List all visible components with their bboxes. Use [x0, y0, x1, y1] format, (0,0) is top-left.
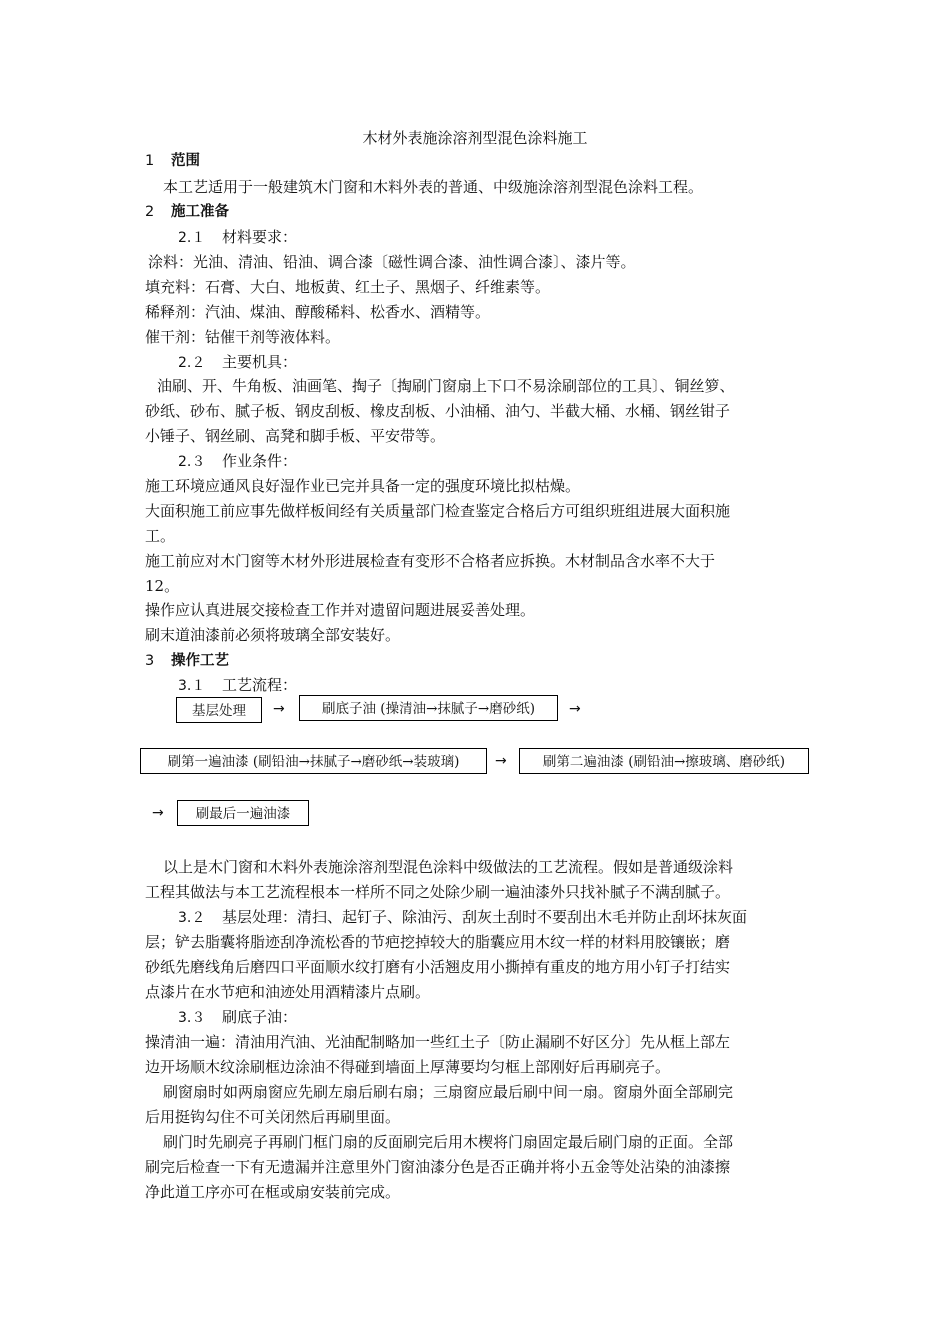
- subsection-number: 2.３: [178, 454, 206, 470]
- subsection-title: 刷底子油：: [222, 1008, 298, 1026]
- subsection-title: 材料要求：: [222, 228, 298, 246]
- flow-arrow: →: [495, 753, 507, 769]
- paragraph: 点漆片在水节疤和油迹处用酒精漆片点刷。: [145, 983, 431, 1001]
- subsection-number: 3.３: [178, 1010, 206, 1026]
- subsection-number: 3.１: [178, 678, 206, 694]
- subsection-title: 工艺流程：: [222, 676, 298, 694]
- paragraph: 净此道工序亦可在框或扇安装前完成。: [145, 1183, 401, 1201]
- subsection-2-1-heading: [178, 227, 297, 248]
- subsection-2-3-heading: [178, 451, 297, 472]
- subsection-3-3-heading: [178, 1007, 297, 1028]
- flow-step-box: 刷最后一遍油漆: [177, 800, 309, 826]
- paragraph: 施工环境应通风良好湿作业已完并具备一定的强度环境比拟枯燥。: [145, 477, 581, 495]
- section-number: 3: [145, 653, 155, 669]
- paragraph: 施工前应对木门窗等木材外形进展检查有变形不合格者应拆换。木材制品含水率不大于: [145, 552, 716, 570]
- section-title: 操作工艺: [171, 653, 229, 669]
- flow-step-box: 刷第一遍油漆 (刷铅油→抹腻子→磨砂纸→装玻璃): [140, 748, 487, 774]
- paragraph: 刷末道油漆前必须将玻璃全部安装好。: [145, 626, 401, 644]
- paragraph: 12。: [145, 577, 180, 595]
- flow-step-box: 刷第二遍油漆 (刷铅油→擦玻璃、磨砂纸): [519, 748, 809, 774]
- flow-arrow: →: [569, 701, 581, 717]
- section-title: 范围: [171, 153, 200, 169]
- paragraph: 填充料：石膏、大白、地板黄、红土子、黑烟子、纤维素等。: [145, 278, 551, 296]
- subsection-number: 2.１: [178, 230, 206, 246]
- paragraph: 催干剂：钴催干剂等液体料。: [145, 328, 341, 346]
- paragraph: 后用挺钩勾住不可关闭然后再刷里面。: [145, 1108, 401, 1126]
- paragraph: 砂纸、砂布、腻子板、钢皮刮板、橡皮刮板、小油桶、油勺、半截大桶、水桶、钢丝钳子: [145, 402, 731, 420]
- flow-step-box: 基层处理: [176, 697, 262, 723]
- paragraph: 砂纸先磨线角后磨四口平面顺水纹打磨有小活翘皮用小撕掉有重皮的地方用小钉子打结实: [145, 958, 731, 976]
- subsection-title: 主要机具：: [222, 353, 298, 371]
- paragraph: 大面积施工前应事先做样板间经有关质量部门检查鉴定合格后方可组织班组进展大面积施: [145, 502, 731, 520]
- document-title: 木材外表施涂溶剂型混色涂料施工: [362, 129, 588, 147]
- paragraph: 以上是木门窗和木料外表施涂溶剂型混色涂料中级做法的工艺流程。假如是普通级涂料: [163, 858, 734, 876]
- paragraph: 工。: [145, 527, 176, 545]
- paragraph: 稀释剂：汽油、煤油、醇酸稀料、松香水、酒精等。: [145, 303, 491, 321]
- section-1-heading: [145, 151, 200, 171]
- paragraph: 本工艺适用于一般建筑木门窗和木料外表的普通、中级施涂溶剂型混色涂料工程。: [163, 178, 704, 196]
- paragraph: 刷门时先刷亮子再刷门框门扇的反面刷完后用木楔将门扇固定最后刷门扇的正面。全部: [163, 1133, 734, 1151]
- section-3-heading: [145, 651, 229, 671]
- paragraph: 操作应认真进展交接检查工作并对遗留问题进展妥善处理。: [145, 601, 536, 619]
- subsection-number: 3.２: [178, 910, 206, 926]
- paragraph: 工程其做法与本工艺流程根本一样所不同之处除少刷一遍油漆外只找补腻子不满刮腻子。: [145, 883, 731, 901]
- section-2-heading: [145, 202, 229, 222]
- paragraph: 层；铲去脂囊将脂迹刮净流松香的节疤挖掉较大的脂囊应用木纹一样的材料用胶镶嵌；磨: [145, 933, 731, 951]
- subsection-title: 作业条件：: [222, 452, 298, 470]
- paragraph: 油刷、开、牛角板、油画笔、掏子〔掏刷门窗扇上下口不易涂刷部位的工具〕、铜丝箩、: [157, 377, 735, 395]
- flow-arrow: →: [273, 701, 285, 717]
- section-title: 施工准备: [171, 204, 229, 220]
- subsection-number: 2.２: [178, 355, 206, 371]
- subsection-3-1-heading: [178, 675, 297, 696]
- flow-step-box: 刷底子油 (操清油→抹腻子→磨砂纸): [299, 695, 558, 721]
- subsection-text: 基层处理：清扫、起钉子、除油污、刮灰土刮时不要刮出木毛并防止刮坏抹灰面: [222, 908, 748, 926]
- subsection-3-2-heading: [178, 907, 747, 928]
- subsection-2-2-heading: [178, 352, 297, 373]
- paragraph: 刷完后检查一下有无遗漏并注意里外门窗油漆分色是否正确并将小五金等处沾染的油漆擦: [145, 1158, 731, 1176]
- section-number: 2: [145, 204, 155, 220]
- flow-arrow: →: [152, 805, 164, 821]
- paragraph: 边开场顺木纹涂刷框边涂油不得碰到墙面上厚薄要均匀框上部刚好后再刷亮子。: [145, 1058, 671, 1076]
- paragraph: 小锤子、钢丝刷、高凳和脚手板、平安带等。: [145, 427, 446, 445]
- section-number: 1: [145, 153, 155, 169]
- paragraph: 涂料：光油、清油、铅油、调合漆〔磁性调合漆、油性调合漆〕、漆片等。: [148, 253, 636, 271]
- paragraph: 刷窗扇时如两扇窗应先刷左扇后刷右扇；三扇窗应最后刷中间一扇。窗扇外面全部刷完: [163, 1083, 734, 1101]
- paragraph: 操清油一遍：清油用汽油、光油配制略加一些红土子〔防止漏刷不好区分〕先从框上部左: [145, 1033, 731, 1051]
